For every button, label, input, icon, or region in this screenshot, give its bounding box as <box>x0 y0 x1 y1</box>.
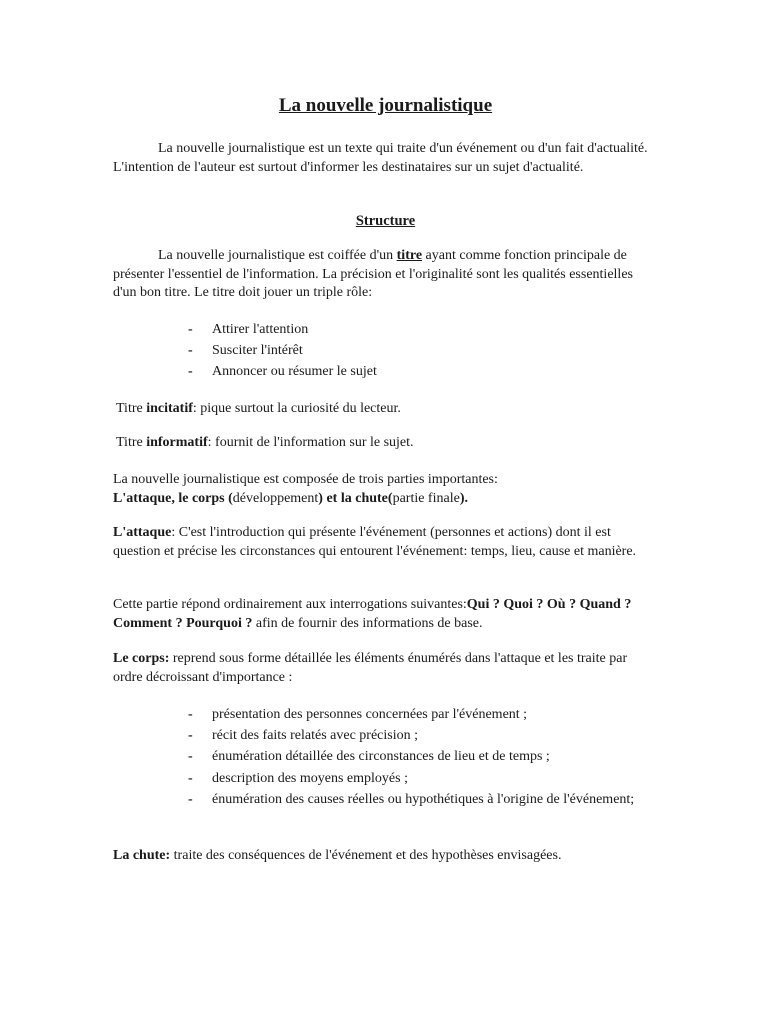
corps-list <box>188 706 658 812</box>
list-item-text: présentation des personnes concernées par l'événement ; <box>212 707 528 722</box>
dash-bullet: - <box>188 707 193 722</box>
titre-prefix: Titre <box>116 401 147 416</box>
chute-paragraph <box>113 847 658 866</box>
corps-label: Le corps: <box>113 651 170 666</box>
dash-bullet: - <box>188 343 193 359</box>
informatif-keyword: informatif <box>146 435 208 450</box>
chute-label: La chute: <box>113 848 171 863</box>
list-item-text: description des moyens employés ; <box>212 770 408 786</box>
attaque-text: : C'est l'introduction qui présente l'événement (personnes et actions) dont il est question et précise les circonstances qui entourent l'événement: temps, lieu, cause et manière. <box>113 525 637 559</box>
attaque-label: L'attaque <box>113 525 172 540</box>
incitatif-text: : pique surtout la curiosité du lecteur. <box>192 401 401 416</box>
list-item <box>188 770 658 789</box>
structure-heading: Structure <box>355 213 416 229</box>
parts-bold-3: ). <box>459 490 468 506</box>
title-paragraph-text: La nouvelle journalistique est coiffée d'un <box>158 248 397 263</box>
parts-text-2: partie finale <box>392 490 460 506</box>
dash-bullet: - <box>188 791 193 807</box>
titre-informatif-line <box>116 434 661 453</box>
corps-text: reprend sous forme détaillée les éléments énumérés dans l'attaque et les traite par ordre décroissant d'importance : <box>113 651 628 685</box>
list-item-text: énumération des causes réelles ou hypothétiques à l'origine de l'événement; <box>212 791 635 807</box>
dash-bullet: - <box>188 770 193 786</box>
title-paragraph <box>113 247 658 303</box>
titre-keyword: titre <box>396 248 423 263</box>
parts-intro-text: La nouvelle journalistique est composée de trois parties importantes: <box>113 472 498 487</box>
corps-paragraph <box>113 650 658 687</box>
informatif-text: : fournit de l'information sur le sujet. <box>207 435 414 450</box>
dash-bullet: - <box>188 728 193 744</box>
dash-bullet: - <box>188 364 193 380</box>
list-item-text: Annoncer ou résumer le sujet <box>212 364 377 380</box>
questions-after: afin de fournir des informations de base. <box>252 615 483 631</box>
dash-bullet: - <box>188 749 193 765</box>
list-item <box>188 706 658 725</box>
list-item <box>188 342 658 361</box>
questions-bold: Qui ? Quoi ? Où ? Quand ? Comment ? Pourquoi ? <box>113 597 632 631</box>
list-item <box>188 363 658 382</box>
questions-paragraph <box>113 596 658 633</box>
list-item <box>188 321 658 340</box>
title-paragraph-rest: ayant comme fonction principale de présenter l'essentiel de l'information. La précision et l'originalité sont les qualités essentielles d'un bon titre. Le titre doit jouer un triple rôle: <box>113 248 633 300</box>
list-item <box>188 748 658 767</box>
list-item-text: Susciter l'intérêt <box>212 343 303 359</box>
attaque-paragraph <box>113 524 658 561</box>
chute-text: traite des conséquences de l'événement et des hypothèses envisagées. <box>170 848 562 863</box>
titre-prefix: Titre <box>116 435 147 450</box>
roles-list <box>188 321 658 385</box>
list-item-text: récit des faits relatés avec précision ; <box>212 728 419 744</box>
document-title: La nouvelle journalistique <box>278 95 493 116</box>
list-item <box>188 727 658 746</box>
parts-paragraph <box>113 471 658 508</box>
list-item <box>188 791 658 810</box>
list-item-text: énumération détaillée des circonstances de lieu et de temps ; <box>212 749 550 765</box>
parts-bold-2: ) et la chute( <box>318 490 393 506</box>
dash-bullet: - <box>188 322 193 337</box>
parts-bold-1: L'attaque, le corps ( <box>113 490 233 506</box>
intro-paragraph: La nouvelle journalistique est un texte qui traite d'un événement ou d'un fait d'actualité. L'intention de l'auteur est surtout d'informer les destinataires sur un sujet d'actualité. <box>113 141 648 175</box>
list-item-text: Attirer l'attention <box>212 322 309 337</box>
incitatif-keyword: incitatif <box>146 401 193 416</box>
parts-text-1: développement <box>232 490 319 506</box>
questions-text: Cette partie répond ordinairement aux interrogations suivantes: <box>113 597 467 612</box>
titre-incitatif-line <box>116 400 661 419</box>
